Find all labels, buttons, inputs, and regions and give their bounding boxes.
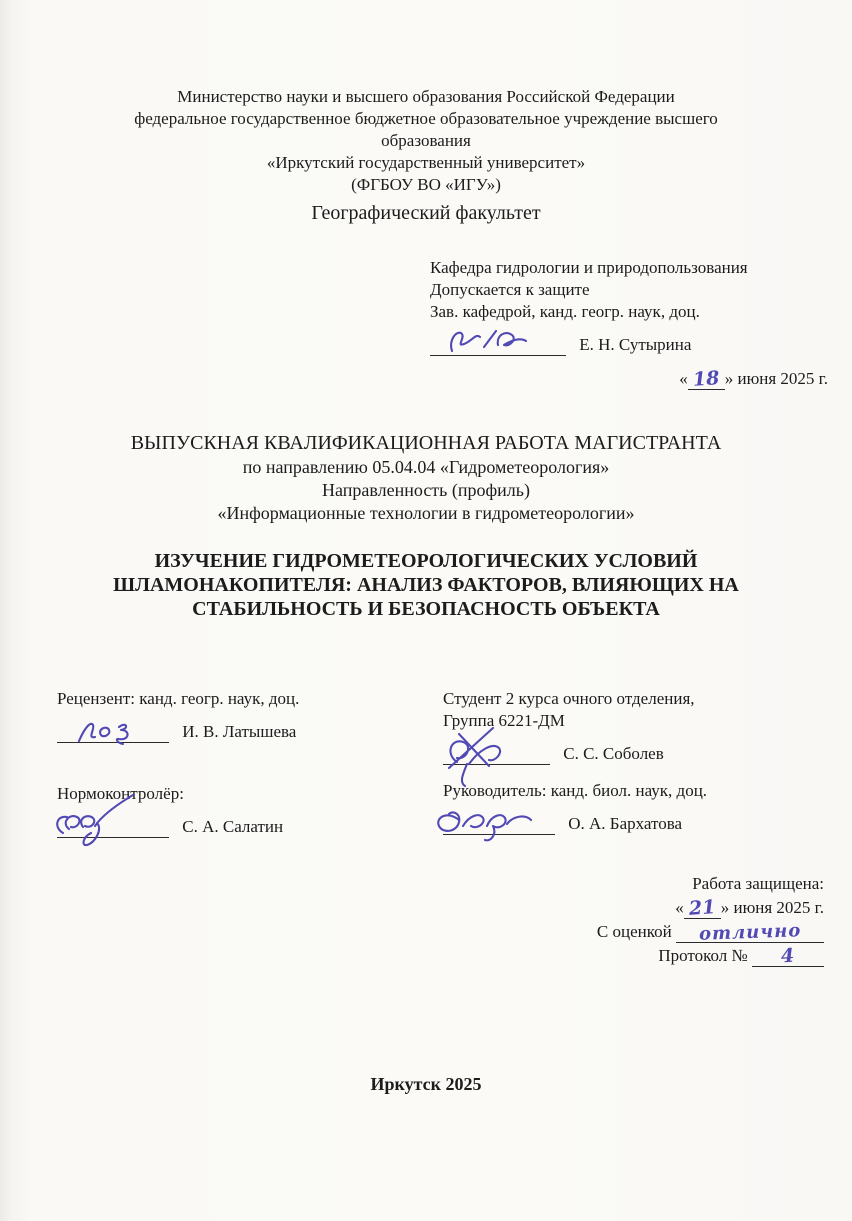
- reviewer-name: И. В. Латышева: [182, 722, 297, 741]
- institution-line-2: образования: [381, 131, 471, 150]
- quote-open: «: [679, 369, 688, 388]
- grade-label: С оценкой: [596, 922, 672, 941]
- work-type-block: [0, 431, 852, 525]
- department-head-name: Е. Н. Сутырина: [579, 335, 692, 354]
- norm-controller-signature-scribble: [49, 793, 169, 851]
- signature-line: [57, 818, 169, 838]
- university-abbreviation: (ФГБОУ ВО «ИГУ»): [351, 175, 501, 194]
- norm-controller-name: С. А. Салатин: [182, 817, 284, 836]
- thesis-title-line-1: ИЗУЧЕНИЕ ГИДРОМЕТЕОРОЛОГИЧЕСКИХ УСЛОВИЙ: [154, 550, 698, 572]
- grade-row: [597, 920, 824, 943]
- approval-date-blank: [688, 369, 725, 390]
- university-name: «Иркутский государственный университет»: [266, 153, 586, 172]
- defense-title: Работа защищена:: [692, 874, 824, 893]
- reviewer-column: [57, 688, 427, 838]
- defense-date-row: [597, 896, 824, 919]
- student-role-line-1: Студент 2 курса очного отделения,: [443, 689, 695, 708]
- norm-controller-role: Нормоконтролёр:: [57, 784, 184, 803]
- faculty-name: Географический факультет: [311, 202, 541, 224]
- head-signature-scribble: [446, 325, 536, 359]
- advisor-role: Руководитель: канд. биол. наук, доц.: [443, 781, 708, 800]
- student-signature-scribble: [439, 724, 529, 790]
- work-direction: по направлению 05.04.04 «Гидрометеорология»: [242, 457, 610, 477]
- approval-block: [430, 257, 834, 390]
- grade-blank: [676, 922, 824, 943]
- signature-line: [443, 815, 555, 835]
- reviewer-role: Рецензент: канд. геогр. наук, доц.: [57, 689, 300, 708]
- thesis-title-line-2: ШЛАМОНАКОПИТЕЛЯ: АНАЛИЗ ФАКТОРОВ, ВЛИЯЮЩИХ НА: [113, 574, 739, 596]
- defense-record-block: [597, 871, 824, 967]
- protocol-label: Протокол №: [658, 946, 748, 965]
- ministry-line: Министерство науки и высшего образования Российской Федерации: [177, 87, 675, 106]
- reviewer-signature-scribble: [75, 717, 149, 747]
- student-signature-row: [443, 743, 833, 765]
- protocol-number-handwritten: 4: [780, 944, 796, 968]
- work-type-title: ВЫПУСКНАЯ КВАЛИФИКАЦИОННАЯ РАБОТА МАГИСТРАНТА: [130, 432, 722, 454]
- defense-date-blank: [684, 898, 721, 919]
- institution-line-1: федеральное государственное бюджетное образовательное учреждение высшего: [134, 109, 718, 128]
- signature-line: [430, 336, 566, 356]
- protocol-number-blank: [752, 946, 824, 967]
- work-profile-name: «Информационные технологии в гидрометеорологии»: [217, 503, 635, 523]
- organization-header: [0, 86, 852, 226]
- work-profile-label: Направленность (профиль): [322, 480, 530, 500]
- quote-open: «: [675, 898, 684, 917]
- norm-controller-signature-row: [57, 816, 427, 838]
- thesis-title: [0, 549, 852, 621]
- student-role-line-2: Группа 6221-ДМ: [443, 711, 565, 730]
- student-column: [443, 688, 833, 835]
- advisor-signature-row: [443, 813, 833, 835]
- signature-line: [443, 745, 550, 765]
- admission-statement: Допускается к защите: [430, 280, 590, 299]
- student-name: С. С. Соболев: [563, 744, 664, 763]
- department-head-role: Зав. кафедрой, канд. геогр. наук, доц.: [430, 302, 700, 321]
- advisor-name: О. А. Бархатова: [568, 814, 683, 833]
- signature-line: [57, 723, 169, 743]
- city-year-footer: Иркутск 2025: [370, 1074, 482, 1094]
- approval-date-day-handwritten: 18: [692, 367, 721, 391]
- head-signature-row: [430, 334, 834, 356]
- grade-value-handwritten: отлично: [698, 920, 802, 945]
- thesis-title-line-3: СТАБИЛЬНОСТЬ И БЕЗОПАСНОСТЬ ОБЪЕКТА: [192, 598, 660, 620]
- approval-date-rest: » июня 2025 г.: [724, 369, 828, 388]
- approval-date-row: [430, 368, 834, 390]
- advisor-signature-scribble: [433, 802, 543, 846]
- department-name: Кафедра гидрологии и природопользования: [430, 258, 748, 277]
- reviewer-signature-row: [57, 721, 427, 743]
- defense-date-day-handwritten: 21: [688, 896, 717, 920]
- protocol-row: [597, 944, 824, 967]
- defense-date-rest: » июня 2025 г.: [720, 898, 824, 917]
